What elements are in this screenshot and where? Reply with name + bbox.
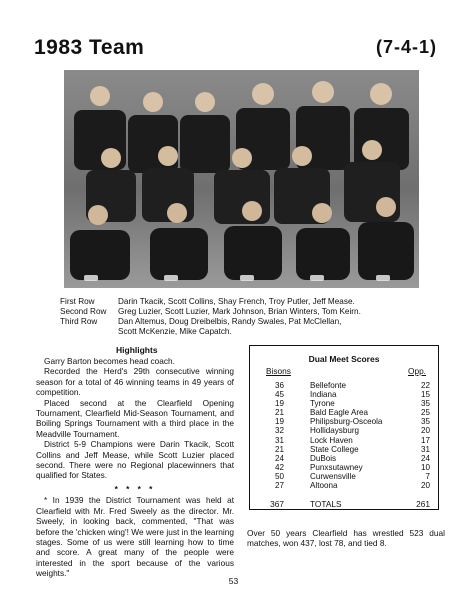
table-row [258,454,436,463]
table-row [258,426,436,435]
bisons-score: 36 [274,381,284,390]
opponent-score: 35 [420,417,430,427]
opponent-name: Lock Haven [310,435,353,445]
bisons-score: 21 [274,444,284,454]
history-summary: Over 50 years Clearfield has wrestled 523 dual matches, won 437, lost 78, and tied 8. [247,528,445,549]
roster-row-label: Second Row [60,307,107,316]
score-rows [258,381,436,490]
opponent-score: 25 [420,408,430,418]
opponent-score: 20 [420,426,430,436]
bisons-score: 19 [274,399,284,409]
totals-label: TOTALS [310,499,342,509]
opponent-name: Philipsburg-Osceola [310,417,383,427]
roster-row-label: Third Row [60,317,98,326]
bisons-score: 19 [274,417,284,427]
table-row [258,381,436,390]
bisons-score: 24 [274,453,284,463]
page-number: 53 [228,576,239,586]
opponent-name: Curwensville [310,471,356,481]
roster [60,297,458,337]
season-record: (7-4-1) [375,37,437,57]
opponent-score: 17 [420,435,430,445]
bisons-score: 27 [274,481,284,491]
opponent-name: Bald Eagle Area [310,408,369,418]
roster-row-names: Greg Luzier, Scott Luzier, Mark Johnson, Brian Winters, Tom Keirn. [118,307,361,316]
highlight-paragraph: Placed second at the Clearfield Opening Tournament, Clearfield Mid-Season Tournament, and Boiling Springs Tournament with a third place in the Meadville Tournament. [36,397,234,439]
opponent-name: Indiana [310,390,337,400]
totals-row [258,499,436,509]
history-story: * In 1939 the District Tournament was held at Clearfield with Mr. Fred Sweely as the director. Mr. Sweely, in looking back, commented, "That was before the 'chicken wing'! We were just in the learning stages. Some of us were still learning how to time and score. A great many of the people were interested in the sport because of the various weights." [36,495,234,579]
table-row [258,390,436,399]
opponent-name: DuBois [310,453,337,463]
opponent-score: 22 [420,381,430,390]
opponent-name: Hollidaysburg [310,426,360,436]
roster-row-names: Darin Tkacik, Scott Collins, Shay French, Troy Putler, Jeff Mease. [118,297,355,306]
bisons-score: 45 [274,390,284,400]
table-row [258,399,436,408]
table-title: Dual Meet Scores [308,354,380,364]
opponent-score: 24 [420,453,430,463]
opponent-name: Punxsutawney [310,462,363,472]
opponent-score: 10 [420,462,430,472]
bisons-score: 42 [274,462,284,472]
roster-row-label: First Row [60,297,95,306]
column-header-opponent: Opp. [408,366,426,376]
opponent-score: 20 [420,481,430,491]
bisons-score: 31 [274,435,284,445]
bisons-score: 32 [274,426,284,436]
table-row [258,417,436,426]
bisons-total: 367 [270,499,284,509]
opponent-name: State College [310,444,359,454]
roster-row-third [60,317,458,327]
opponent-total: 261 [416,499,430,509]
bisons-score: 21 [274,408,284,418]
opponent-score: 31 [420,444,430,454]
section-divider: * * * * [114,483,156,494]
page-title: 1983 Team [34,36,145,59]
opponent-name: Altoona [310,481,338,491]
roster-row-first [60,297,458,307]
opponent-score: 15 [420,390,430,400]
highlight-paragraph: Garry Barton becomes head coach. [44,356,175,366]
table-row [258,445,436,454]
table-row [258,481,436,490]
highlight-paragraph: Recorded the Herd's 29th consecutive winning season for a total of 46 winning teams in 49 years of competition. [36,366,234,398]
highlights-heading: Highlights [116,345,158,355]
table-row [258,472,436,481]
roster-row-names: Dan Altemus, Doug Dreibelbis, Randy Swales, Pat McClellan, [118,317,342,326]
dual-meet-scores-table [249,345,439,510]
roster-continuation: Scott McKenzie, Mike Capatch. [118,327,232,336]
opponent-score: 7 [425,471,430,481]
column-header-bisons: Bisons [266,366,291,376]
table-row [258,436,436,445]
opponent-score: 35 [420,399,430,409]
opponent-name: Tyrone [310,399,335,409]
bisons-score: 50 [274,471,284,481]
team-photo [64,70,419,288]
highlight-paragraph: District 5-9 Champions were Darin Tkacik, Scott Collins and Jeff Mease, while Scott Luzier placed second. There were no Regional placewinners that qualified for States. [36,439,234,481]
highlights-text [36,356,234,579]
table-row [258,408,436,417]
opponent-name: Bellefonte [310,381,346,390]
table-row [258,463,436,472]
roster-row-second [60,307,458,317]
